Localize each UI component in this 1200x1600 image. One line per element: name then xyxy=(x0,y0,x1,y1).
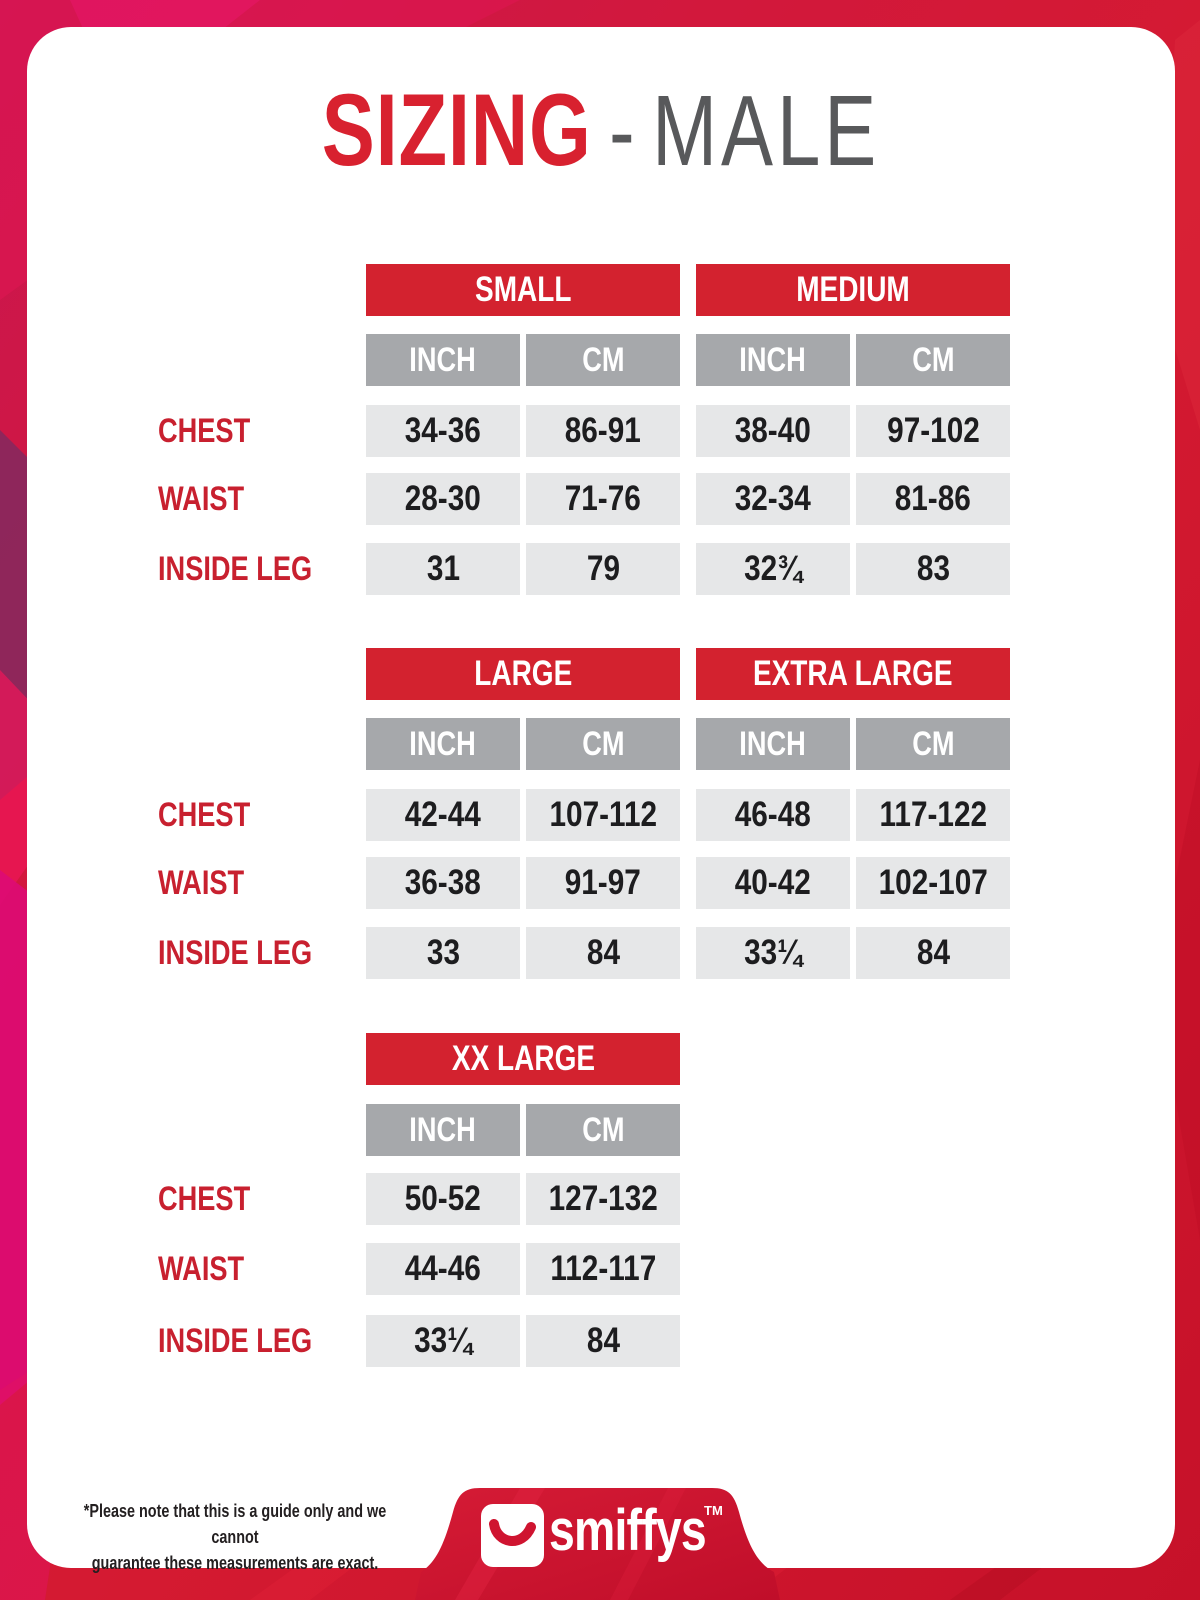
cell-insideleg-small-cm: 79 xyxy=(526,543,680,595)
cell-chest-small-cm: 86-91 xyxy=(526,405,680,457)
row-label-chest: CHEST xyxy=(158,795,251,834)
cell-chest-xlarge-inch: 46-48 xyxy=(696,789,850,841)
row-label-waist: WAIST xyxy=(158,1249,245,1288)
cell-waist-medium-cm: 81-86 xyxy=(856,473,1010,525)
size-header-small: SMALL xyxy=(366,264,680,316)
cell-insideleg-large-cm: 84 xyxy=(526,927,680,979)
cell-chest-large-inch: 42-44 xyxy=(366,789,520,841)
cell-chest-xxlarge-inch: 50-52 xyxy=(366,1173,520,1225)
cell-insideleg-large-inch: 33 xyxy=(366,927,520,979)
page-title xyxy=(27,70,1175,221)
cell-waist-small-inch: 28-30 xyxy=(366,473,520,525)
brand-logo xyxy=(481,1504,544,1567)
unit-header-inch: INCH xyxy=(696,334,850,386)
cell-waist-xxlarge-cm: 112-117 xyxy=(526,1243,680,1295)
smile-icon xyxy=(489,1516,536,1556)
title-separator: - xyxy=(609,76,635,186)
cell-insideleg-xlarge-cm: 84 xyxy=(856,927,1010,979)
cell-waist-large-inch: 36-38 xyxy=(366,857,520,909)
cell-waist-xlarge-inch: 40-42 xyxy=(696,857,850,909)
row-label-inside-leg: INSIDE LEG xyxy=(158,1321,313,1360)
size-header-extra-large: EXTRA LARGE xyxy=(696,648,1010,700)
cell-insideleg-medium-inch: 32¾ xyxy=(696,543,850,595)
cell-chest-xxlarge-cm: 127-132 xyxy=(526,1173,680,1225)
title-male: MALE xyxy=(652,75,881,187)
cell-waist-medium-inch: 32-34 xyxy=(696,473,850,525)
cell-insideleg-xlarge-inch: 33¼ xyxy=(696,927,850,979)
cell-insideleg-xxlarge-inch: 33¼ xyxy=(366,1315,520,1367)
row-label-inside-leg: INSIDE LEG xyxy=(158,549,313,588)
unit-header-inch: INCH xyxy=(366,1104,520,1156)
cell-waist-xxlarge-inch: 44-46 xyxy=(366,1243,520,1295)
row-label-waist: WAIST xyxy=(158,479,245,518)
size-header-medium: MEDIUM xyxy=(696,264,1010,316)
cell-chest-xlarge-cm: 117-122 xyxy=(856,789,1010,841)
unit-header-cm: CM xyxy=(526,718,680,770)
disclaimer-line-1: *Please note that this is a guide only and we cannot xyxy=(83,1501,387,1547)
unit-header-inch: INCH xyxy=(366,718,520,770)
cell-insideleg-medium-cm: 83 xyxy=(856,543,1010,595)
disclaimer-line-2: guarantee these measurements are exact. xyxy=(91,1553,379,1573)
unit-header-cm: CM xyxy=(526,1104,680,1156)
row-label-chest: CHEST xyxy=(158,411,251,450)
cell-chest-medium-cm: 97-102 xyxy=(856,405,1010,457)
cell-chest-large-cm: 107-112 xyxy=(526,789,680,841)
size-header-large: LARGE xyxy=(366,648,680,700)
cell-waist-large-cm: 91-97 xyxy=(526,857,680,909)
cell-chest-medium-inch: 38-40 xyxy=(696,405,850,457)
disclaimer-note xyxy=(30,1498,440,1576)
cell-waist-xlarge-cm: 102-107 xyxy=(856,857,1010,909)
brand-wordmark: smiffys xyxy=(549,1498,706,1563)
cell-insideleg-small-inch: 31 xyxy=(366,543,520,595)
unit-header-cm: CM xyxy=(856,718,1010,770)
trademark-symbol: TM xyxy=(704,1503,723,1518)
cell-insideleg-xxlarge-cm: 84 xyxy=(526,1315,680,1367)
row-label-inside-leg: INSIDE LEG xyxy=(158,933,313,972)
cell-chest-small-inch: 34-36 xyxy=(366,405,520,457)
unit-header-inch: INCH xyxy=(696,718,850,770)
unit-header-cm: CM xyxy=(856,334,1010,386)
unit-header-cm: CM xyxy=(526,334,680,386)
size-header-xx-large: XX LARGE xyxy=(366,1033,680,1085)
cell-waist-small-cm: 71-76 xyxy=(526,473,680,525)
title-sizing: SIZING xyxy=(321,73,592,187)
row-label-chest: CHEST xyxy=(158,1179,251,1218)
row-label-waist: WAIST xyxy=(158,863,245,902)
unit-header-inch: INCH xyxy=(366,334,520,386)
